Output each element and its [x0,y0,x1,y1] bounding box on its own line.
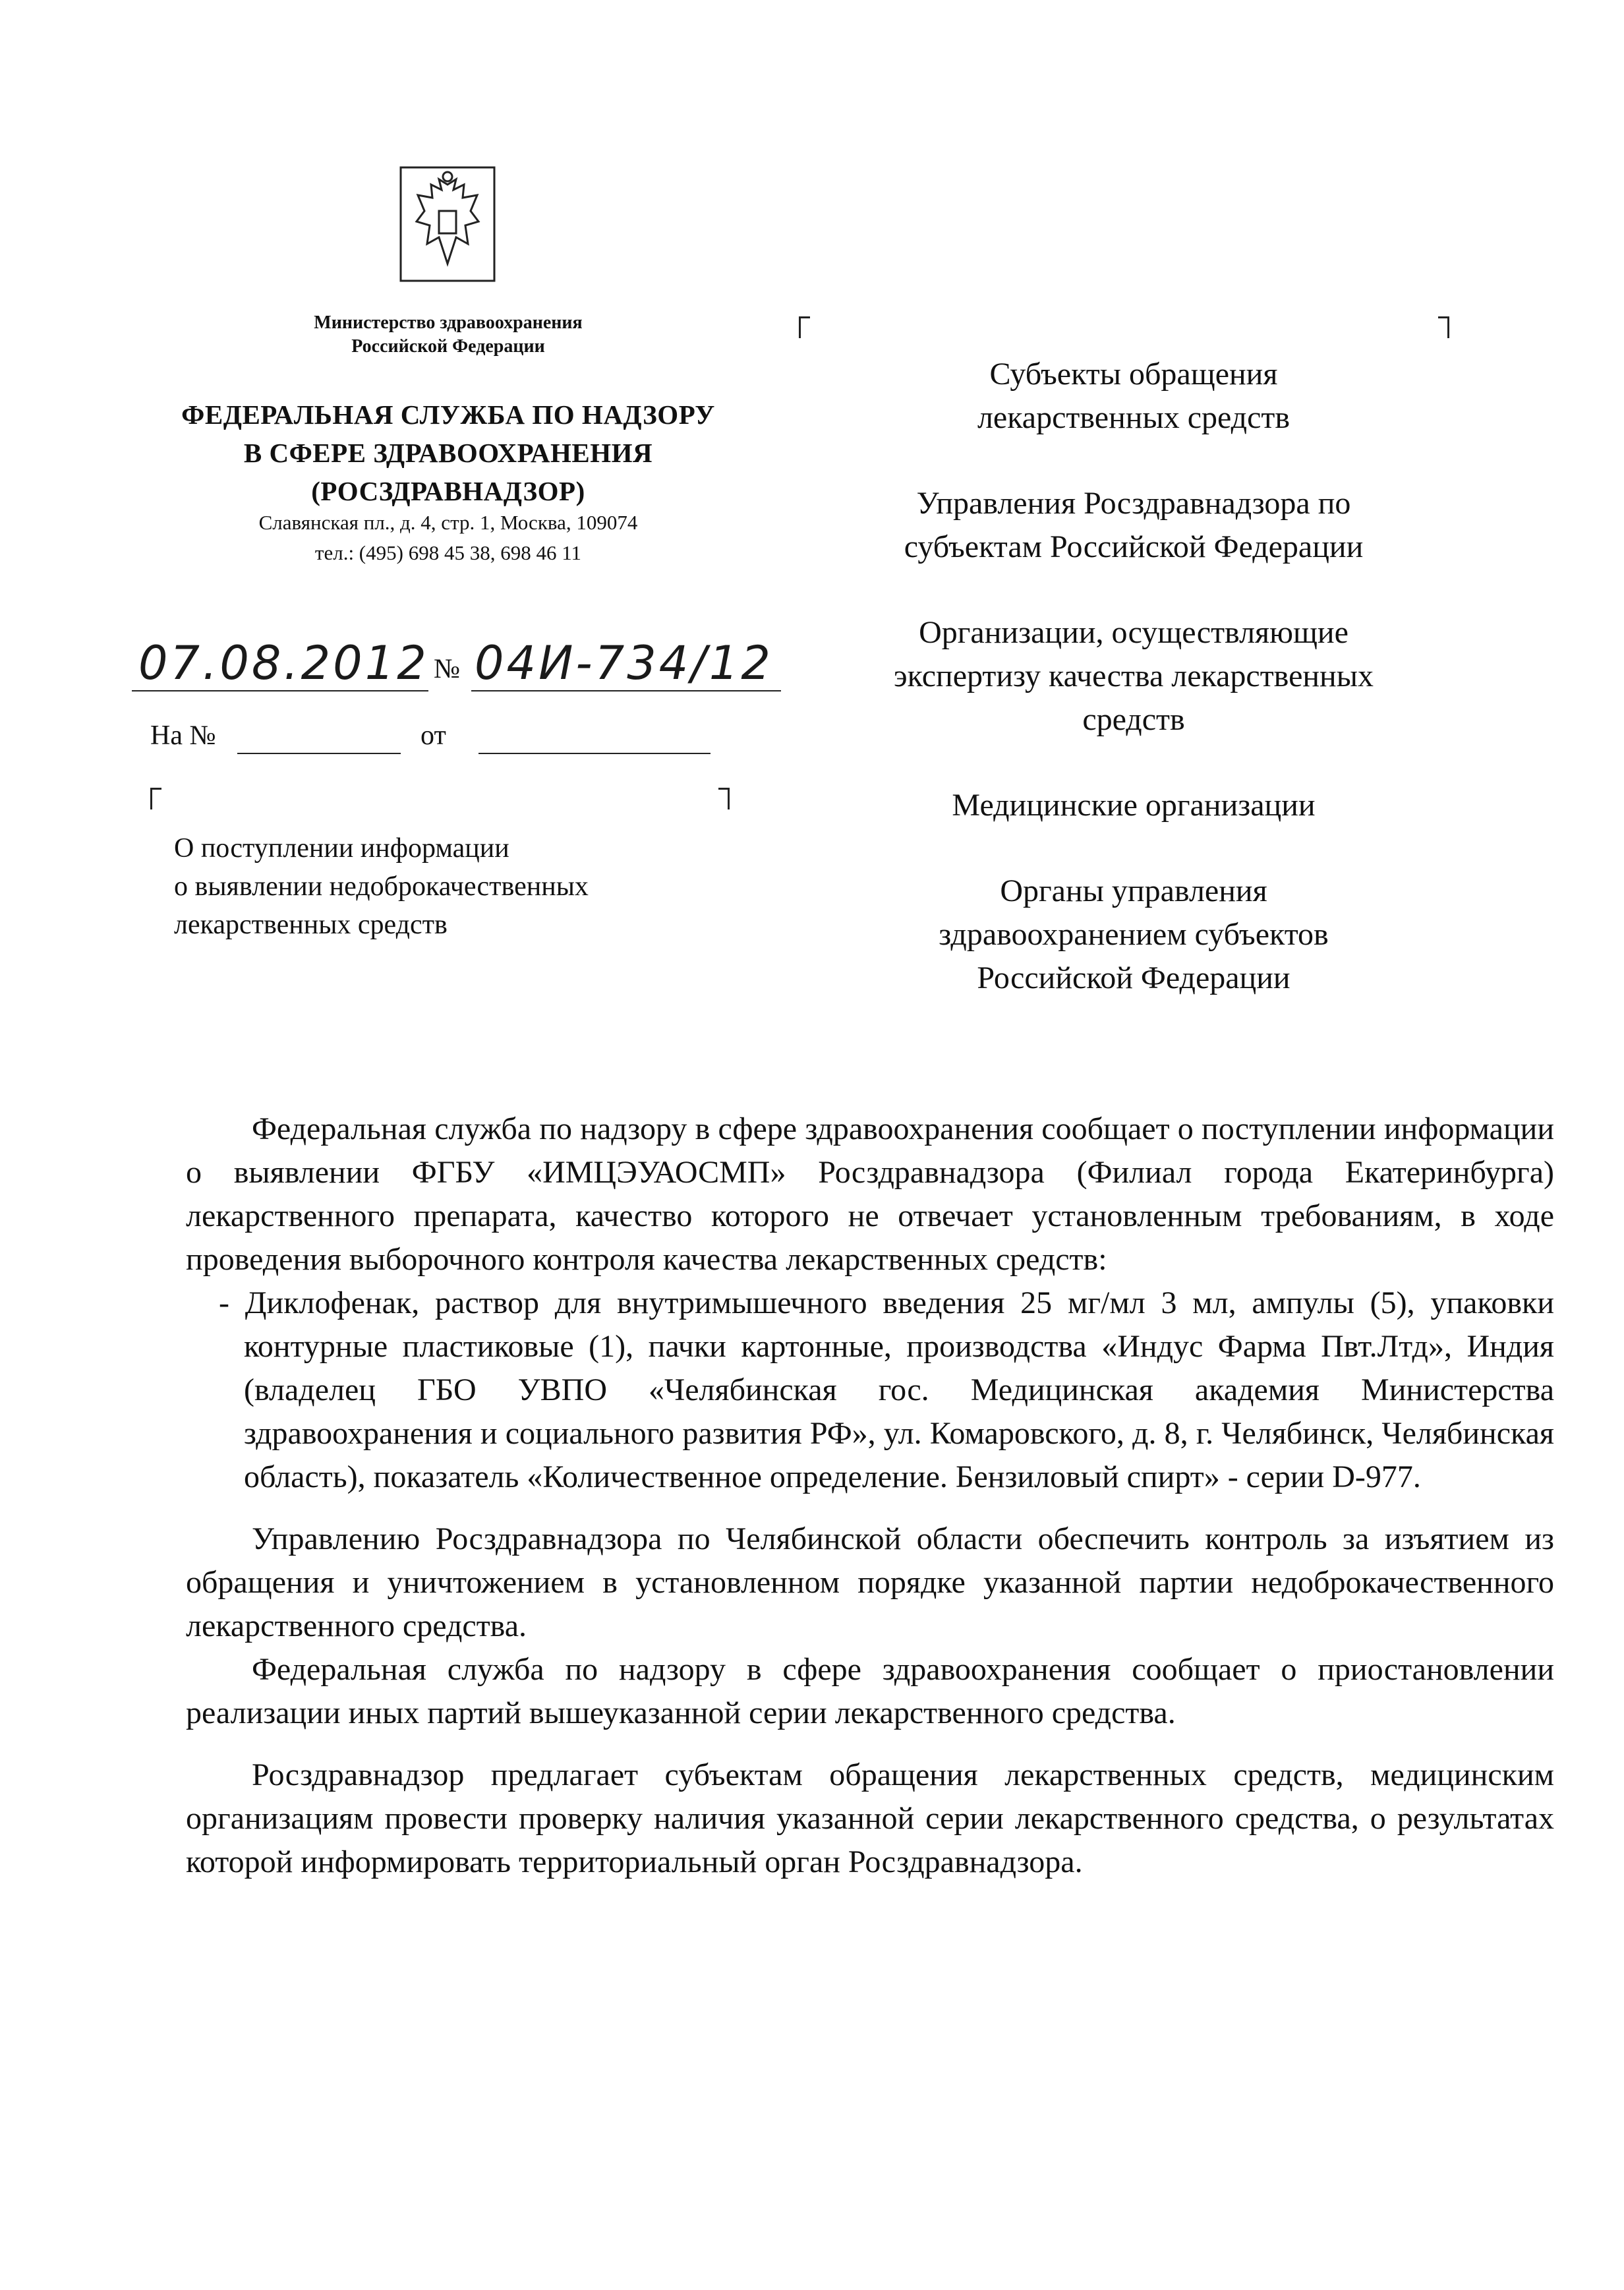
subject-bracket-right [718,788,730,809]
letter-body [186,1107,1554,1884]
addressee-item: Управления Росздравнадзора по субъектам Российской Федерации [904,486,1364,564]
agency-line-2: В СФЕРЕ ЗДРАВООХРАНЕНИЯ [243,438,653,468]
subject-line-1: О поступлении информации [174,833,509,864]
body-paragraph-4: Росздравнадзор предлагает субъектам обращения лекарственных средств, медицинским организациям провести проверку наличия указанной серии лекарственного средства, о результатах которой информировать территориальный орган Росздравнадзора. [186,1757,1554,1879]
addressee-item: Субъекты обращения лекарственных средств [977,357,1290,435]
agency-line-1: ФЕДЕРАЛЬНАЯ СЛУЖБА ПО НАДЗОРУ [181,399,715,430]
subject-line-3: лекарственных средств [174,910,448,940]
body-paragraph-3: Федеральная служба по надзору в сфере здравоохранения сообщает о приостановлении реализации иных партий вышеуказанной серии лекарственного средства. [186,1652,1554,1730]
address-line-1: Славянская пл., д. 4, стр. 1, Москва, 109074 [258,511,638,534]
subject-bracket-left [150,788,161,809]
body-paragraph-1: Федеральная служба по надзору в сфере здравоохранения сообщает о поступлении информации о выявлении ФГБУ «ИМЦЭУАОСМП» Росздравнадзора (Филиал города Екатеринбурга) лекарственного препарата, качество которого не отвечает установленным требованиям, в ходе проведения выборочного контроля качества лекарственных средств: [186,1111,1554,1277]
ministry-line-1: Министерство здравоохранения [314,312,583,333]
body-bullet-item: - Диклофенак, раствор для внутримышечного введения 25 мг/мл 3 мл, ампулы (5), упаковки контурные пластиковые (1), пачки картонные, производства «Индус Фарма Пвт.Лтд», Индия (владелец ГБО УВПО «Челябинская гос. Медицинская академия Министерства здравоохранения и социального развития РФ», ул. Комаровского, д. 8, г. Челябинск, Челябинская область), показатель «Количественное определение. Бензиловый спирт» - серии D-977. [219,1285,1554,1494]
coat-of-arms-emblem [398,165,497,283]
reply-reference-line [150,720,743,759]
body-paragraph-2: Управлению Росздравнадзора по Челябинской области обеспечить контроль за изъятием из обращения и уничтожением в установленном порядке указанной партии недоброкачественного лекарственного средства. [186,1521,1554,1643]
letter-subject [174,829,741,944]
reply-from-label: от [420,720,446,751]
address-line-2: тел.: (495) 698 45 38, 698 46 11 [314,541,582,564]
registration-date: 07.08.2012 [138,636,429,690]
agency-line-3: (РОСЗДРАВНАДЗОР) [311,476,585,506]
address-bracket-left [799,316,810,338]
addressee-list [811,353,1457,1042]
agency-address [191,508,705,568]
addressee-item: Органы управления здравоохранением субъектов Российской Федерации [939,873,1329,995]
registration-number: 04И-734/12 [475,636,773,690]
addressee-item: Организации, осуществляющие экспертизу качества лекарственных средств [894,615,1374,737]
address-bracket-right [1438,316,1449,338]
ministry-name [250,311,646,359]
registration-line [132,636,791,695]
registration-number-label: № [434,654,461,684]
ministry-line-2: Российской Федерации [351,336,545,357]
reply-number-label: На № [150,720,216,751]
agency-name [145,396,751,510]
addressee-item: Медицинские организации [952,788,1316,823]
subject-line-2: о выявлении недоброкачественных [174,871,589,902]
